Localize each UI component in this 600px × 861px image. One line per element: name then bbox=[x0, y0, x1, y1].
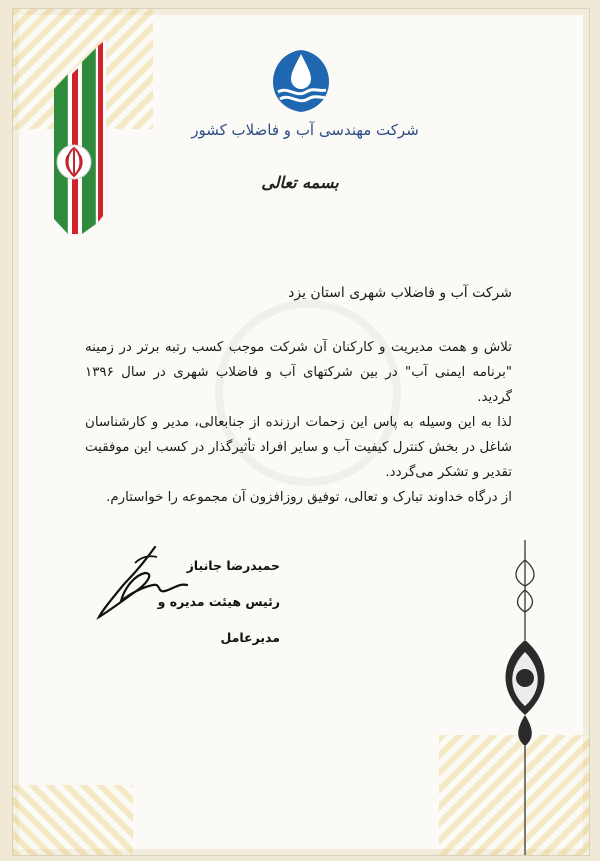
recipient-line: شرکت آب و فاضلاب شهری استان یزد bbox=[288, 285, 512, 301]
invocation-text: بسمه تعالی bbox=[261, 173, 339, 192]
body-paragraph: لذا به این وسیله به پاس این زحمات ارزنده از جنابعالی، مدیر و کارشناسان شاغل در بخش کنترل کیفیت آب و سایر افراد تأثیرگذار در کسب این موفقیت تقدیر و تشکر می‌گردد. bbox=[85, 415, 512, 480]
signatory-name: حمیدرضا جانباز bbox=[186, 558, 280, 573]
water-company-logo-icon bbox=[270, 48, 332, 114]
body-paragraph: تلاش و همت مدیریت و کارکنان آن شرکت موجب کسب رتبه برتر در زمینه "برنامه ایمنی آب" در بین شرکتهای آب و فاضلاب شهری در سال ۱۳۹۶ گردید. bbox=[85, 340, 512, 405]
letter-body bbox=[85, 335, 512, 510]
iran-flag-emblem-icon bbox=[46, 34, 116, 234]
signatory-block bbox=[110, 548, 280, 656]
signatory-title: رئیس هیئت مدیره و مدیرعامل bbox=[157, 594, 280, 645]
body-paragraph: از درگاه خداوند تبارک و تعالی، توفیق روزافزون آن مجموعه را خواستارم. bbox=[106, 490, 512, 505]
decorative-ornament-icon bbox=[495, 540, 555, 855]
decorative-corner-band bbox=[13, 785, 133, 855]
organization-name: شرکت مهندسی آب و فاضلاب کشور bbox=[191, 121, 419, 139]
